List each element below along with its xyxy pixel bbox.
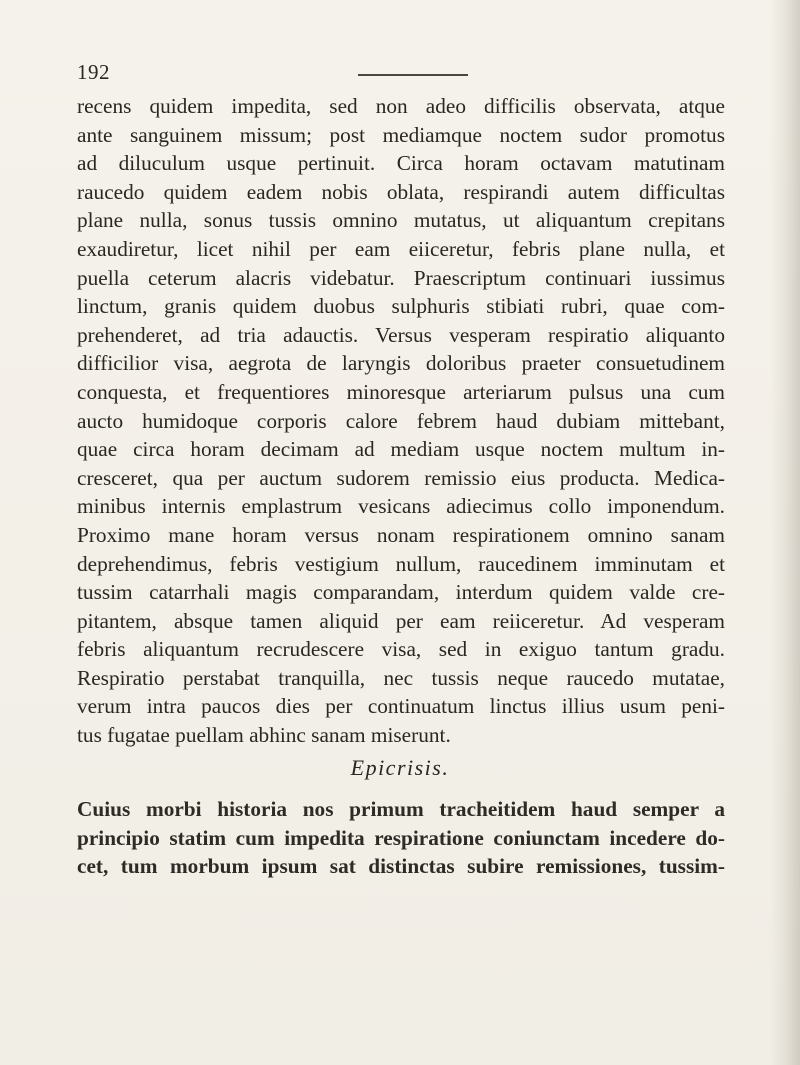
text-line: verum intra paucos dies per continuatum linctus illius usum peni-	[77, 694, 725, 719]
text-line: difficilior visa, aegrota de laryngis doloribus praeter consuetudinem	[77, 351, 725, 376]
header-rule	[358, 74, 468, 76]
text-line: pitantem, absque tamen aliquid per eam reiiceretur. Ad vesperam	[77, 608, 725, 633]
text-line: Respiratio perstabat tranquilla, nec tussis neque raucedo mutatae,	[77, 665, 725, 690]
text-line: Proximo mane horam versus nonam respirationem omnino sanam	[77, 522, 725, 547]
text-line: plane nulla, sonus tussis omnino mutatus, ut aliquantum crepitans	[77, 208, 725, 233]
text-line: Cuius morbi historia nos primum tracheitidem haud semper a	[77, 797, 725, 821]
text-line: cresceret, qua per auctum sudorem remissio eius producta. Medica-	[77, 465, 725, 490]
text-line: febris aliquantum recrudescere visa, sed in exiguo tantum gradu.	[77, 637, 725, 662]
text-line: minibus internis emplastrum vesicans adiecimus collo imponendum.	[77, 494, 725, 519]
text-line: ante sanguinem missum; post mediamque noctem sudor promotus	[77, 122, 725, 147]
text-line: linctum, granis quidem duobus sulphuris stibiati rubri, quae com-	[77, 294, 725, 319]
text-line: quae circa horam decimam ad mediam usque noctem multum in-	[77, 437, 725, 462]
text-line: exaudiretur, licet nihil per eam eiiceretur, febris plane nulla, et	[77, 236, 725, 261]
paragraph-epicrisis	[77, 795, 725, 881]
text-line: prehenderet, ad tria adauctis. Versus vesperam respiratio aliquanto	[77, 322, 725, 347]
text-line: cet, tum morbum ipsum sat distinctas subire remissiones, tussim-	[77, 854, 725, 879]
paragraph-case-history	[77, 92, 725, 750]
text-line: conquesta, et frequentiores minoresque arteriarum pulsus una cum	[77, 379, 725, 404]
page-number: 192	[77, 60, 110, 84]
text-line: tussim catarrhali magis comparandam, interdum quidem valde cre-	[77, 580, 725, 605]
text-line: ad diluculum usque pertinuit. Circa horam octavam matutinam	[77, 151, 725, 176]
text-line: principio statim cum impedita respiratione coniunctam incedere do-	[77, 825, 725, 850]
text-line: raucedo quidem eadem nobis oblata, respirandi autem difficultas	[77, 179, 725, 204]
text-line: recens quidem impedita, sed non adeo difficilis observata, atque	[77, 94, 725, 118]
text-line: deprehendimus, febris vestigium nullum, raucedinem imminutam et	[77, 551, 725, 576]
text-line: tus fugatae puellam abhinc sanam miserunt.	[77, 723, 451, 748]
text-line: puella ceterum alacris videbatur. Praescriptum continuari iussimus	[77, 265, 725, 290]
section-heading: Epicrisis.	[350, 755, 450, 780]
text-line: aucto humidoque corporis calore febrem haud dubiam mittebant,	[77, 408, 725, 433]
